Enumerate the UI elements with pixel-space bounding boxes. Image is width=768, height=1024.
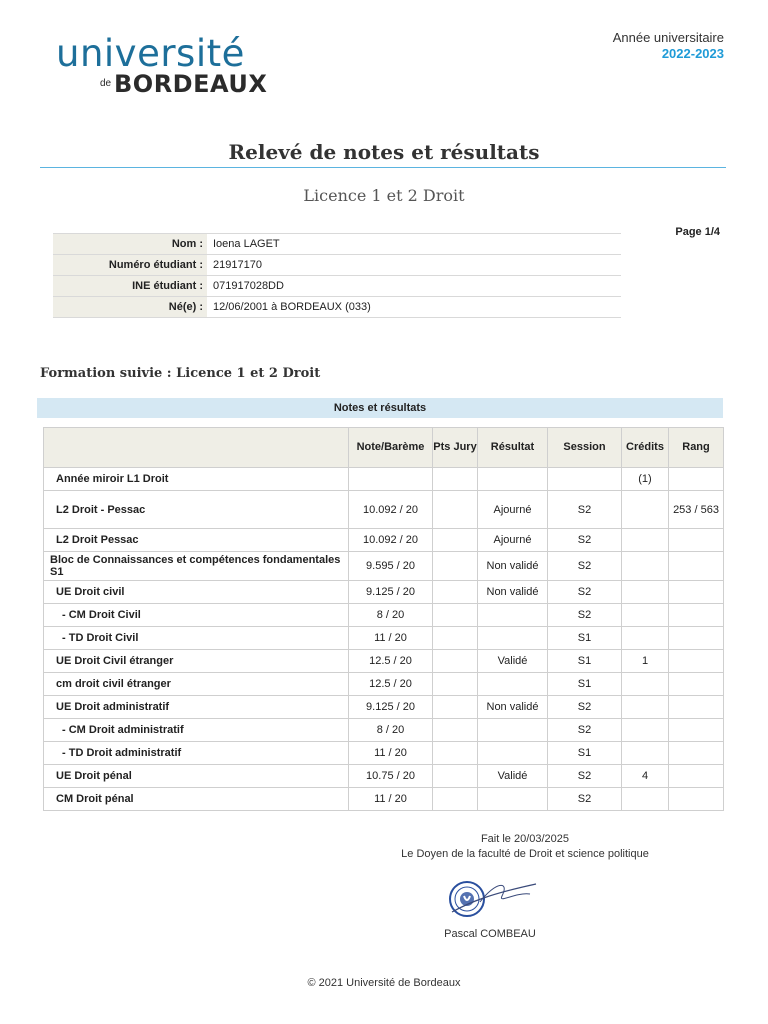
table-row — [44, 696, 724, 719]
student-info-value: Ioena LAGET — [207, 234, 621, 255]
course-pts-jury — [433, 604, 478, 627]
course-rang — [669, 604, 724, 627]
col-header-rang: Rang — [669, 428, 724, 468]
university-seal-icon — [440, 872, 540, 922]
course-label: - TD Droit administratif — [44, 742, 349, 765]
course-note: 9.595 / 20 — [349, 552, 433, 581]
course-rang — [669, 529, 724, 552]
course-note — [349, 468, 433, 491]
course-label: UE Droit administratif — [44, 696, 349, 719]
student-info-value: 12/06/2001 à BORDEAUX (033) — [207, 297, 621, 318]
course-note: 9.125 / 20 — [349, 581, 433, 604]
course-note: 9.125 / 20 — [349, 696, 433, 719]
course-note: 11 / 20 — [349, 788, 433, 811]
academic-year-label: Année universitaire — [612, 30, 724, 45]
table-row — [44, 491, 724, 529]
document-subtitle: Licence 1 et 2 Droit — [303, 186, 465, 205]
course-rang — [669, 719, 724, 742]
course-label: Bloc de Connaissances et compétences fondamentales S1 — [44, 552, 349, 581]
course-note: 12.5 / 20 — [349, 673, 433, 696]
logo-de-text: de — [100, 78, 112, 89]
course-resultat — [478, 468, 548, 491]
student-info-row — [53, 297, 621, 318]
table-row — [44, 627, 724, 650]
university-logo — [56, 34, 266, 100]
student-info-value: 21917170 — [207, 255, 621, 276]
course-pts-jury — [433, 719, 478, 742]
course-session: S1 — [548, 650, 622, 673]
course-session: S2 — [548, 529, 622, 552]
formation-heading: Formation suivie : Licence 1 et 2 Droit — [40, 366, 321, 381]
course-note: 10.092 / 20 — [349, 529, 433, 552]
course-session: S2 — [548, 719, 622, 742]
col-header-course — [44, 428, 349, 468]
academic-year — [613, 30, 724, 61]
course-pts-jury — [433, 491, 478, 529]
signer-name: Pascal COMBEAU — [444, 928, 536, 940]
course-resultat: Non validé — [478, 581, 548, 604]
course-credits: 1 — [622, 650, 669, 673]
course-credits — [622, 529, 669, 552]
course-label: - TD Droit Civil — [44, 627, 349, 650]
course-credits: (1) — [622, 468, 669, 491]
course-resultat: Non validé — [478, 696, 548, 719]
course-rang — [669, 627, 724, 650]
col-header-resultat: Résultat — [478, 428, 548, 468]
col-header-note: Note/Barème — [349, 428, 433, 468]
course-pts-jury — [433, 650, 478, 673]
student-info-label: INE étudiant : — [53, 276, 207, 297]
course-pts-jury — [433, 696, 478, 719]
table-row — [44, 604, 724, 627]
course-credits: 4 — [622, 765, 669, 788]
course-resultat — [478, 673, 548, 696]
course-note: 8 / 20 — [349, 604, 433, 627]
course-credits — [622, 581, 669, 604]
course-label: CM Droit pénal — [44, 788, 349, 811]
col-header-session: Session — [548, 428, 622, 468]
student-info-row — [53, 234, 621, 255]
course-resultat — [478, 742, 548, 765]
course-rang — [669, 696, 724, 719]
course-resultat: Ajourné — [478, 529, 548, 552]
grades-header-row — [44, 428, 724, 468]
course-credits — [622, 673, 669, 696]
course-session: S2 — [548, 696, 622, 719]
course-note: 11 / 20 — [349, 627, 433, 650]
course-credits — [622, 788, 669, 811]
course-session: S2 — [548, 552, 622, 581]
course-pts-jury — [433, 552, 478, 581]
course-session: S2 — [548, 581, 622, 604]
student-info-label: Né(e) : — [53, 297, 207, 318]
student-info-table — [53, 233, 621, 318]
course-label: cm droit civil étranger — [44, 673, 349, 696]
student-info-label: Numéro étudiant : — [53, 255, 207, 276]
course-label: UE Droit pénal — [44, 765, 349, 788]
course-credits — [622, 491, 669, 529]
course-label: UE Droit civil — [44, 581, 349, 604]
course-rang — [669, 650, 724, 673]
course-pts-jury — [433, 627, 478, 650]
course-pts-jury — [433, 468, 478, 491]
academic-year-value: 2022-2023 — [661, 46, 724, 61]
course-note: 12.5 / 20 — [349, 650, 433, 673]
course-note: 10.75 / 20 — [349, 765, 433, 788]
student-info-label: Nom : — [53, 234, 207, 255]
course-rang: 253 / 563 — [669, 491, 724, 529]
table-row — [44, 719, 724, 742]
signature-block — [340, 832, 710, 862]
course-pts-jury — [433, 742, 478, 765]
course-pts-jury — [433, 788, 478, 811]
course-label: - CM Droit administratif — [44, 719, 349, 742]
table-row — [44, 650, 724, 673]
course-label: L2 Droit - Pessac — [44, 491, 349, 529]
signature-date: Fait le 20/03/2025 — [480, 833, 570, 845]
course-session: S2 — [548, 604, 622, 627]
course-rang — [669, 581, 724, 604]
course-rang — [669, 552, 724, 581]
course-resultat — [478, 604, 548, 627]
notes-section-header: Notes et résultats — [37, 398, 723, 418]
col-header-pts-jury: Pts Jury — [433, 428, 478, 468]
course-rang — [669, 468, 724, 491]
course-rang — [669, 742, 724, 765]
course-resultat: Ajourné — [478, 491, 548, 529]
title-divider — [40, 167, 726, 168]
student-info-row — [53, 276, 621, 297]
course-pts-jury — [433, 673, 478, 696]
grades-table — [43, 427, 724, 811]
course-credits — [622, 627, 669, 650]
col-header-credits: Crédits — [622, 428, 669, 468]
course-credits — [622, 604, 669, 627]
table-row — [44, 788, 724, 811]
course-session: S1 — [548, 627, 622, 650]
course-resultat — [478, 627, 548, 650]
table-row — [44, 552, 724, 581]
course-note: 8 / 20 — [349, 719, 433, 742]
course-rang — [669, 765, 724, 788]
course-credits — [622, 696, 669, 719]
course-note: 11 / 20 — [349, 742, 433, 765]
footer-copyright: © 2021 Université de Bordeaux — [307, 977, 461, 989]
course-rang — [669, 673, 724, 696]
course-pts-jury — [433, 765, 478, 788]
document-title: Relevé de notes et résultats — [228, 140, 540, 164]
table-row — [44, 581, 724, 604]
course-credits — [622, 742, 669, 765]
signature-role: Le Doyen de la faculté de Droit et science politique — [401, 848, 649, 860]
course-session: S1 — [548, 673, 622, 696]
course-resultat: Non validé — [478, 552, 548, 581]
course-label: Année miroir L1 Droit — [44, 468, 349, 491]
page-number: Page 1/4 — [675, 226, 720, 238]
course-resultat — [478, 719, 548, 742]
course-session — [548, 468, 622, 491]
course-credits — [622, 719, 669, 742]
course-credits — [622, 552, 669, 581]
course-resultat: Validé — [478, 650, 548, 673]
table-row — [44, 742, 724, 765]
course-pts-jury — [433, 581, 478, 604]
table-row — [44, 673, 724, 696]
course-label: UE Droit Civil étranger — [44, 650, 349, 673]
course-session: S2 — [548, 765, 622, 788]
course-session: S2 — [548, 788, 622, 811]
course-session: S1 — [548, 742, 622, 765]
logo-bottom-text: BORDEAUX — [114, 70, 268, 98]
student-info-row — [53, 255, 621, 276]
course-resultat — [478, 788, 548, 811]
table-row — [44, 765, 724, 788]
course-note: 10.092 / 20 — [349, 491, 433, 529]
course-rang — [669, 788, 724, 811]
course-resultat: Validé — [478, 765, 548, 788]
table-row — [44, 529, 724, 552]
table-row — [44, 468, 724, 491]
course-pts-jury — [433, 529, 478, 552]
course-session: S2 — [548, 491, 622, 529]
course-label: L2 Droit Pessac — [44, 529, 349, 552]
course-label: - CM Droit Civil — [44, 604, 349, 627]
logo-top-text: université — [56, 32, 245, 75]
student-info-value: 071917028DD — [207, 276, 621, 297]
